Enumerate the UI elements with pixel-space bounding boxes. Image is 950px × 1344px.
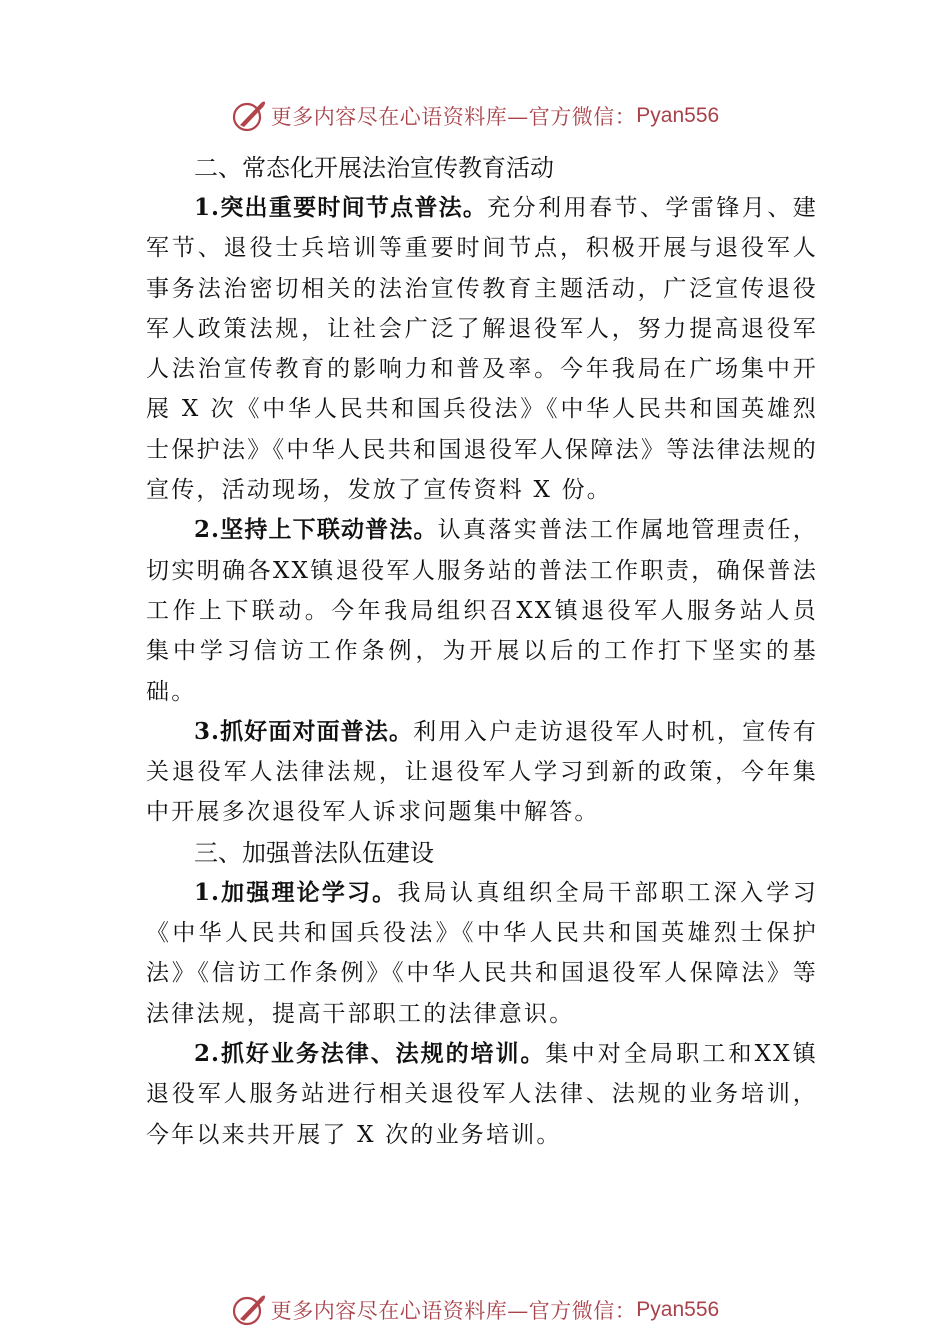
paragraph [146, 873, 818, 1034]
paragraph-lead: 1.加强理论学习。 [194, 878, 398, 906]
watermark-footer [0, 1290, 950, 1330]
watermark-text: 更多内容尽在心语资料库—官方微信： [270, 105, 637, 129]
paragraph-body: 我局认真组织全局干部职工深入学习《中华人民共和国兵役法》《中华人民共和国英雄烈士保护法》《信访工作条例》《中华人民共和国退役军人保障法》等法律法规，提高干部职工的法律意识。 [146, 879, 818, 1027]
paragraph-body: 充分利用春节、学雷锋月、建军节、退役士兵培训等重要时间节点，积极开展与退役军人事务法治密切相关的法治宣传教育主题活动，广泛宣传退役军人政策法规，让社会广泛了解退役军人，努力提高退役军人法治宣传教育的影响力和普及率。今年我局在广场集中开展 X 次《中华人民共和国兵役法》《中华人民共和国英雄烈士保护法》《中华人民共和国退役军人保障法》等法律法规的宣传，活动现场，发放了宣传资料 X 份。 [146, 195, 818, 504]
paragraph-body: 利用入户走访退役军人时机，宣传有关退役军人法律法规，让退役军人学习到新的政策，今年集中开展多次退役军人诉求问题集中解答。 [146, 718, 819, 826]
quill-logo-icon [231, 98, 267, 134]
watermark-wechat-id: Pyan556 [636, 104, 720, 127]
quill-logo-icon [231, 1292, 267, 1328]
paragraph-lead: 1.突出重要时间节点普法。 [194, 194, 488, 221]
paragraph-body: 认真落实普法工作属地管理责任，切实明确各XX镇退役军人服务站的普法工作职责，确保普法工作上下联动。今年我局组织召XX镇退役军人服务站人员 集中学习信访工作条例，为开展以后的工作打下坚实的基础。 [146, 517, 818, 705]
paragraph [146, 188, 818, 510]
paragraph-lead: 2.坚持上下联动普法。 [194, 516, 438, 544]
section-heading: 二、常态化开展法治宣传教育活动 [194, 154, 554, 182]
watermark-wechat-id: Pyan556 [636, 1298, 720, 1321]
watermark-header [0, 96, 950, 136]
paragraph [146, 510, 818, 711]
paragraph [146, 1034, 818, 1155]
section-heading: 三、加强普法队伍建设 [194, 838, 434, 867]
paragraph-lead: 2.抓好业务法律、法规的培训。 [194, 1039, 546, 1067]
document-body [146, 148, 818, 1155]
paragraph-lead: 3.抓好面对面普法。 [194, 717, 414, 745]
paragraph-body: 集中对全局职工和XX镇退役军人服务站进行相关退役军人法律、法规的业务培训， 今年以来共开展了 X 次的业务培训。 [146, 1040, 818, 1148]
paragraph [146, 712, 818, 833]
watermark-text: 更多内容尽在心语资料库—官方微信： [270, 1299, 637, 1323]
